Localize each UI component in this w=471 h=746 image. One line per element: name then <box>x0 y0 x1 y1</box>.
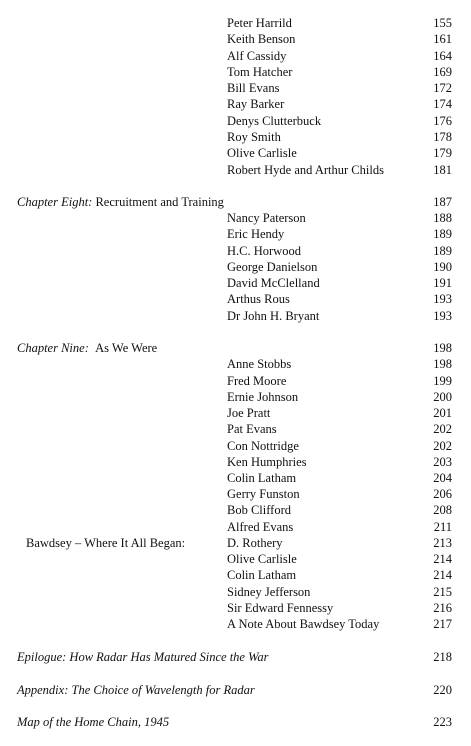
chapter-label: Chapter Eight: <box>17 195 93 209</box>
entry-page: 200 <box>433 390 452 404</box>
section-label: Bawdsey – Where It All Began: <box>26 536 186 550</box>
entry-name: Olive Carlisle <box>227 146 297 160</box>
entry-page: 189 <box>433 227 452 241</box>
entry-name: Con Nottridge <box>227 439 299 453</box>
chapter-title: As We Were <box>95 341 158 355</box>
entry-name: Denys Clutterbuck <box>227 114 322 128</box>
toc-entry <box>0 80 471 96</box>
entry-page: 174 <box>433 97 452 111</box>
toc-entry <box>0 584 471 600</box>
toc-entry <box>0 291 471 307</box>
toc-entry <box>0 275 471 291</box>
entry-page: 217 <box>433 617 452 631</box>
toc-entry <box>0 145 471 161</box>
entry-page: 206 <box>433 487 452 501</box>
toc-entry <box>0 356 471 372</box>
toc-entry <box>0 259 471 275</box>
entry-name: Sir Edward Fennessy <box>227 601 334 615</box>
toc-entry <box>0 551 471 567</box>
entry-name: Pat Evans <box>227 422 277 436</box>
entry-page: 211 <box>433 520 452 534</box>
entry-page: 193 <box>433 292 452 306</box>
entry-name: Tom Hatcher <box>227 65 293 79</box>
toc-entry <box>0 519 471 535</box>
entry-name: Alfred Evans <box>227 520 294 534</box>
epilogue-page: 218 <box>433 650 452 664</box>
entry-page: 202 <box>433 439 452 453</box>
appendix-title: Appendix: The Choice of Wavelength for Radar <box>17 683 255 697</box>
toc-entry <box>0 15 471 31</box>
entry-name: Colin Latham <box>227 568 297 582</box>
entry-page: 198 <box>433 357 452 371</box>
entry-name: David McClelland <box>227 276 320 290</box>
entry-name: George Danielson <box>227 260 318 274</box>
entry-page: 208 <box>433 503 452 517</box>
entry-page: 189 <box>433 244 452 258</box>
entry-page: 193 <box>433 309 452 323</box>
entry-name: Gerry Funston <box>227 487 300 501</box>
entry-page: 214 <box>433 552 452 566</box>
entry-page: 188 <box>433 211 452 225</box>
toc-entry <box>0 373 471 389</box>
map-title: Map of the Home Chain, 1945 <box>17 715 170 729</box>
toc-entry <box>0 502 471 518</box>
entry-name: Olive Carlisle <box>227 552 297 566</box>
entry-name: Eric Hendy <box>227 227 285 241</box>
entry-page: 215 <box>433 585 452 599</box>
chapter-page: 198 <box>433 341 452 355</box>
entry-name: Ernie Johnson <box>227 390 299 404</box>
entry-name: Robert Hyde and Arthur Childs <box>227 163 384 177</box>
entry-name: D. Rothery <box>227 536 283 550</box>
toc-entry <box>0 129 471 145</box>
entry-page: 176 <box>433 114 452 128</box>
entry-name: Keith Benson <box>227 32 296 46</box>
toc-entry <box>0 405 471 421</box>
toc-entry <box>0 454 471 470</box>
entry-name: Roy Smith <box>227 130 281 144</box>
chapter-page: 187 <box>433 195 452 209</box>
entry-page: 202 <box>433 422 452 436</box>
toc-entry <box>0 470 471 486</box>
appendix-page: 220 <box>433 683 452 697</box>
entry-page: 201 <box>433 406 452 420</box>
toc-entry <box>0 31 471 47</box>
entry-page: 172 <box>433 81 452 95</box>
toc-entry <box>0 567 471 583</box>
toc-entry <box>0 438 471 454</box>
epilogue-entry <box>0 649 471 665</box>
map-entry <box>0 714 471 730</box>
entry-name: Arthus Rous <box>227 292 290 306</box>
toc-entry <box>0 600 471 616</box>
toc-entry <box>0 226 471 242</box>
toc-entry <box>0 421 471 437</box>
chapter-heading-text <box>17 194 224 210</box>
entry-page: 216 <box>433 601 452 615</box>
entry-name: Nancy Paterson <box>227 211 306 225</box>
entry-name: Alf Cassidy <box>227 49 287 63</box>
entry-page: 204 <box>433 471 452 485</box>
toc-entry <box>0 64 471 80</box>
entry-name: Bill Evans <box>227 81 280 95</box>
entry-page: 199 <box>433 374 452 388</box>
map-page: 223 <box>433 715 452 729</box>
toc-entry <box>0 113 471 129</box>
entry-page: 213 <box>433 536 452 550</box>
chapter-heading <box>0 340 471 356</box>
toc-entry <box>0 96 471 112</box>
appendix-entry <box>0 682 471 698</box>
entry-name: Dr John H. Bryant <box>227 309 320 323</box>
entry-page: 169 <box>433 65 452 79</box>
entry-page: 155 <box>433 16 452 30</box>
entry-page: 181 <box>433 163 452 177</box>
toc-entry <box>0 243 471 259</box>
entry-name: Ken Humphries <box>227 455 307 469</box>
entry-name: Joe Pratt <box>227 406 271 420</box>
entry-name: Peter Harrild <box>227 16 292 30</box>
entry-name: Bob Clifford <box>227 503 292 517</box>
entry-name: Sidney Jefferson <box>227 585 311 599</box>
toc-entry <box>0 48 471 64</box>
epilogue-title: Epilogue: How Radar Has Matured Since the War <box>17 650 269 664</box>
entry-name: Anne Stobbs <box>227 357 292 371</box>
chapter-heading-text <box>17 340 157 356</box>
entry-name: H.C. Horwood <box>227 244 301 258</box>
entry-page: 179 <box>433 146 452 160</box>
entry-page: 190 <box>433 260 452 274</box>
toc-entry <box>0 210 471 226</box>
toc-entry <box>0 308 471 324</box>
chapter-label: Chapter Nine: <box>17 341 89 355</box>
toc-entry <box>0 535 471 551</box>
entry-page: 161 <box>433 32 452 46</box>
toc-entry <box>0 486 471 502</box>
toc-entry <box>0 389 471 405</box>
entry-page: 164 <box>433 49 452 63</box>
chapter-heading <box>0 194 471 210</box>
toc-entry <box>0 616 471 632</box>
entry-name: A Note About Bawdsey Today <box>227 617 380 631</box>
entry-page: 203 <box>433 455 452 469</box>
entry-page: 214 <box>433 568 452 582</box>
toc-entry <box>0 162 471 178</box>
entry-name: Ray Barker <box>227 97 285 111</box>
entry-name: Colin Latham <box>227 471 297 485</box>
entry-page: 191 <box>433 276 452 290</box>
entry-page: 178 <box>433 130 452 144</box>
chapter-title: Recruitment and Training <box>95 195 224 209</box>
entry-name: Fred Moore <box>227 374 287 388</box>
